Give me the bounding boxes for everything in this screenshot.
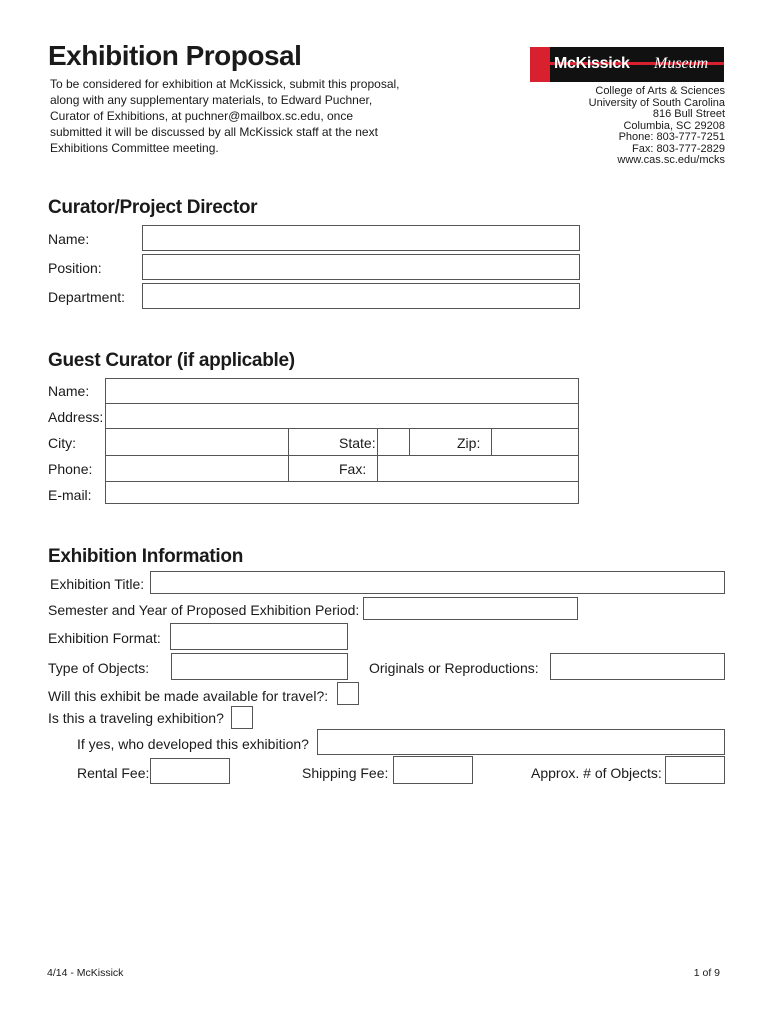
- guest-name-label: Name:: [48, 383, 90, 399]
- intro-line: along with any supplementary materials, to Edward Puchner,: [50, 93, 373, 107]
- guest-name-field[interactable]: [105, 378, 579, 404]
- guest-address-field[interactable]: [105, 403, 579, 429]
- page-number: 1 of 9: [693, 967, 720, 979]
- travel-available-label: Will this exhibit be made available for travel?:: [48, 688, 329, 704]
- intro-line: Curator of Exhibitions, at puchner@mailbox.sc.edu, once: [50, 109, 354, 123]
- exhibition-info-heading: Exhibition Information: [48, 546, 243, 567]
- guest-state-label: State:: [339, 435, 376, 451]
- approx-objects-label: Approx. # of Objects:: [531, 765, 662, 781]
- intro-line: To be considered for exhibition at McKissick, submit this proposal,: [50, 77, 400, 91]
- exhibition-format-field[interactable]: [170, 623, 348, 650]
- exhibition-title-field[interactable]: [150, 571, 725, 594]
- contact-line: College of Arts & Sciences: [595, 85, 725, 97]
- guest-address-label: Address:: [48, 409, 104, 425]
- intro-line: Exhibitions Committee meeting.: [50, 141, 219, 155]
- guest-fax-field[interactable]: [377, 455, 579, 482]
- developed-by-label: If yes, who developed this exhibition?: [77, 736, 309, 752]
- page-title: Exhibition Proposal: [48, 40, 302, 71]
- curator-name-label: Name:: [48, 231, 90, 247]
- curator-position-label: Position:: [48, 260, 102, 276]
- originals-field[interactable]: [550, 653, 725, 680]
- travel-available-checkbox[interactable]: [337, 682, 359, 705]
- traveling-exhibition-label: Is this a traveling exhibition?: [48, 710, 224, 726]
- footer-left: 4/14 - McKissick: [47, 967, 124, 979]
- developed-by-field[interactable]: [317, 729, 725, 755]
- contact-line: University of South Carolina: [588, 96, 725, 109]
- guest-phone-field[interactable]: [105, 455, 289, 482]
- rental-fee-field[interactable]: [150, 758, 230, 784]
- guest-phone-label: Phone:: [48, 461, 93, 477]
- logo-word-museum: Museum: [654, 55, 709, 72]
- guest-zip-field[interactable]: [491, 428, 579, 456]
- guest-fax-label: Fax:: [339, 461, 367, 477]
- contact-line: www.cas.sc.edu/mcks: [617, 154, 725, 166]
- guest-email-field[interactable]: [105, 481, 579, 504]
- curator-heading: Curator/Project Director: [48, 197, 258, 218]
- shipping-fee-field[interactable]: [393, 756, 473, 784]
- guest-city-label: City:: [48, 435, 76, 451]
- contact-line: 816 Bull Street: [652, 108, 725, 120]
- semester-label: Semester and Year of Proposed Exhibition Period:: [48, 602, 360, 618]
- contact-line: Fax: 803-777-2829: [632, 142, 725, 155]
- intro-line: submitted it will be discussed by all McKissick staff at the next: [50, 125, 378, 139]
- contact-line: Phone: 803-777-7251: [618, 131, 725, 143]
- semester-field[interactable]: [363, 597, 578, 620]
- mckissick-museum-logo: [530, 47, 724, 82]
- traveling-exhibition-checkbox[interactable]: [231, 706, 253, 729]
- guest-email-label: E-mail:: [48, 487, 92, 503]
- curator-name-field[interactable]: [142, 225, 580, 251]
- shipping-fee-label: Shipping Fee:: [302, 765, 389, 781]
- curator-position-field[interactable]: [142, 254, 580, 280]
- approx-objects-field[interactable]: [665, 756, 725, 784]
- exhibition-format-label: Exhibition Format:: [48, 630, 161, 646]
- guest-zip-label: Zip:: [457, 435, 481, 451]
- type-of-objects-label: Type of Objects:: [48, 660, 150, 676]
- originals-label: Originals or Reproductions:: [369, 660, 539, 676]
- contact-line: Columbia, SC 29208: [623, 119, 725, 132]
- curator-department-label: Department:: [48, 289, 126, 305]
- intro-text: [50, 76, 420, 156]
- guest-state-field[interactable]: [377, 428, 410, 456]
- logo-word-mckissick: McKissick: [554, 55, 630, 72]
- type-of-objects-field[interactable]: [171, 653, 348, 680]
- contact-block: [589, 86, 725, 167]
- guest-curator-heading: Guest Curator (if applicable): [48, 350, 295, 371]
- curator-department-field[interactable]: [142, 283, 580, 309]
- rental-fee-label: Rental Fee:: [77, 765, 150, 781]
- exhibition-title-label: Exhibition Title:: [50, 576, 145, 592]
